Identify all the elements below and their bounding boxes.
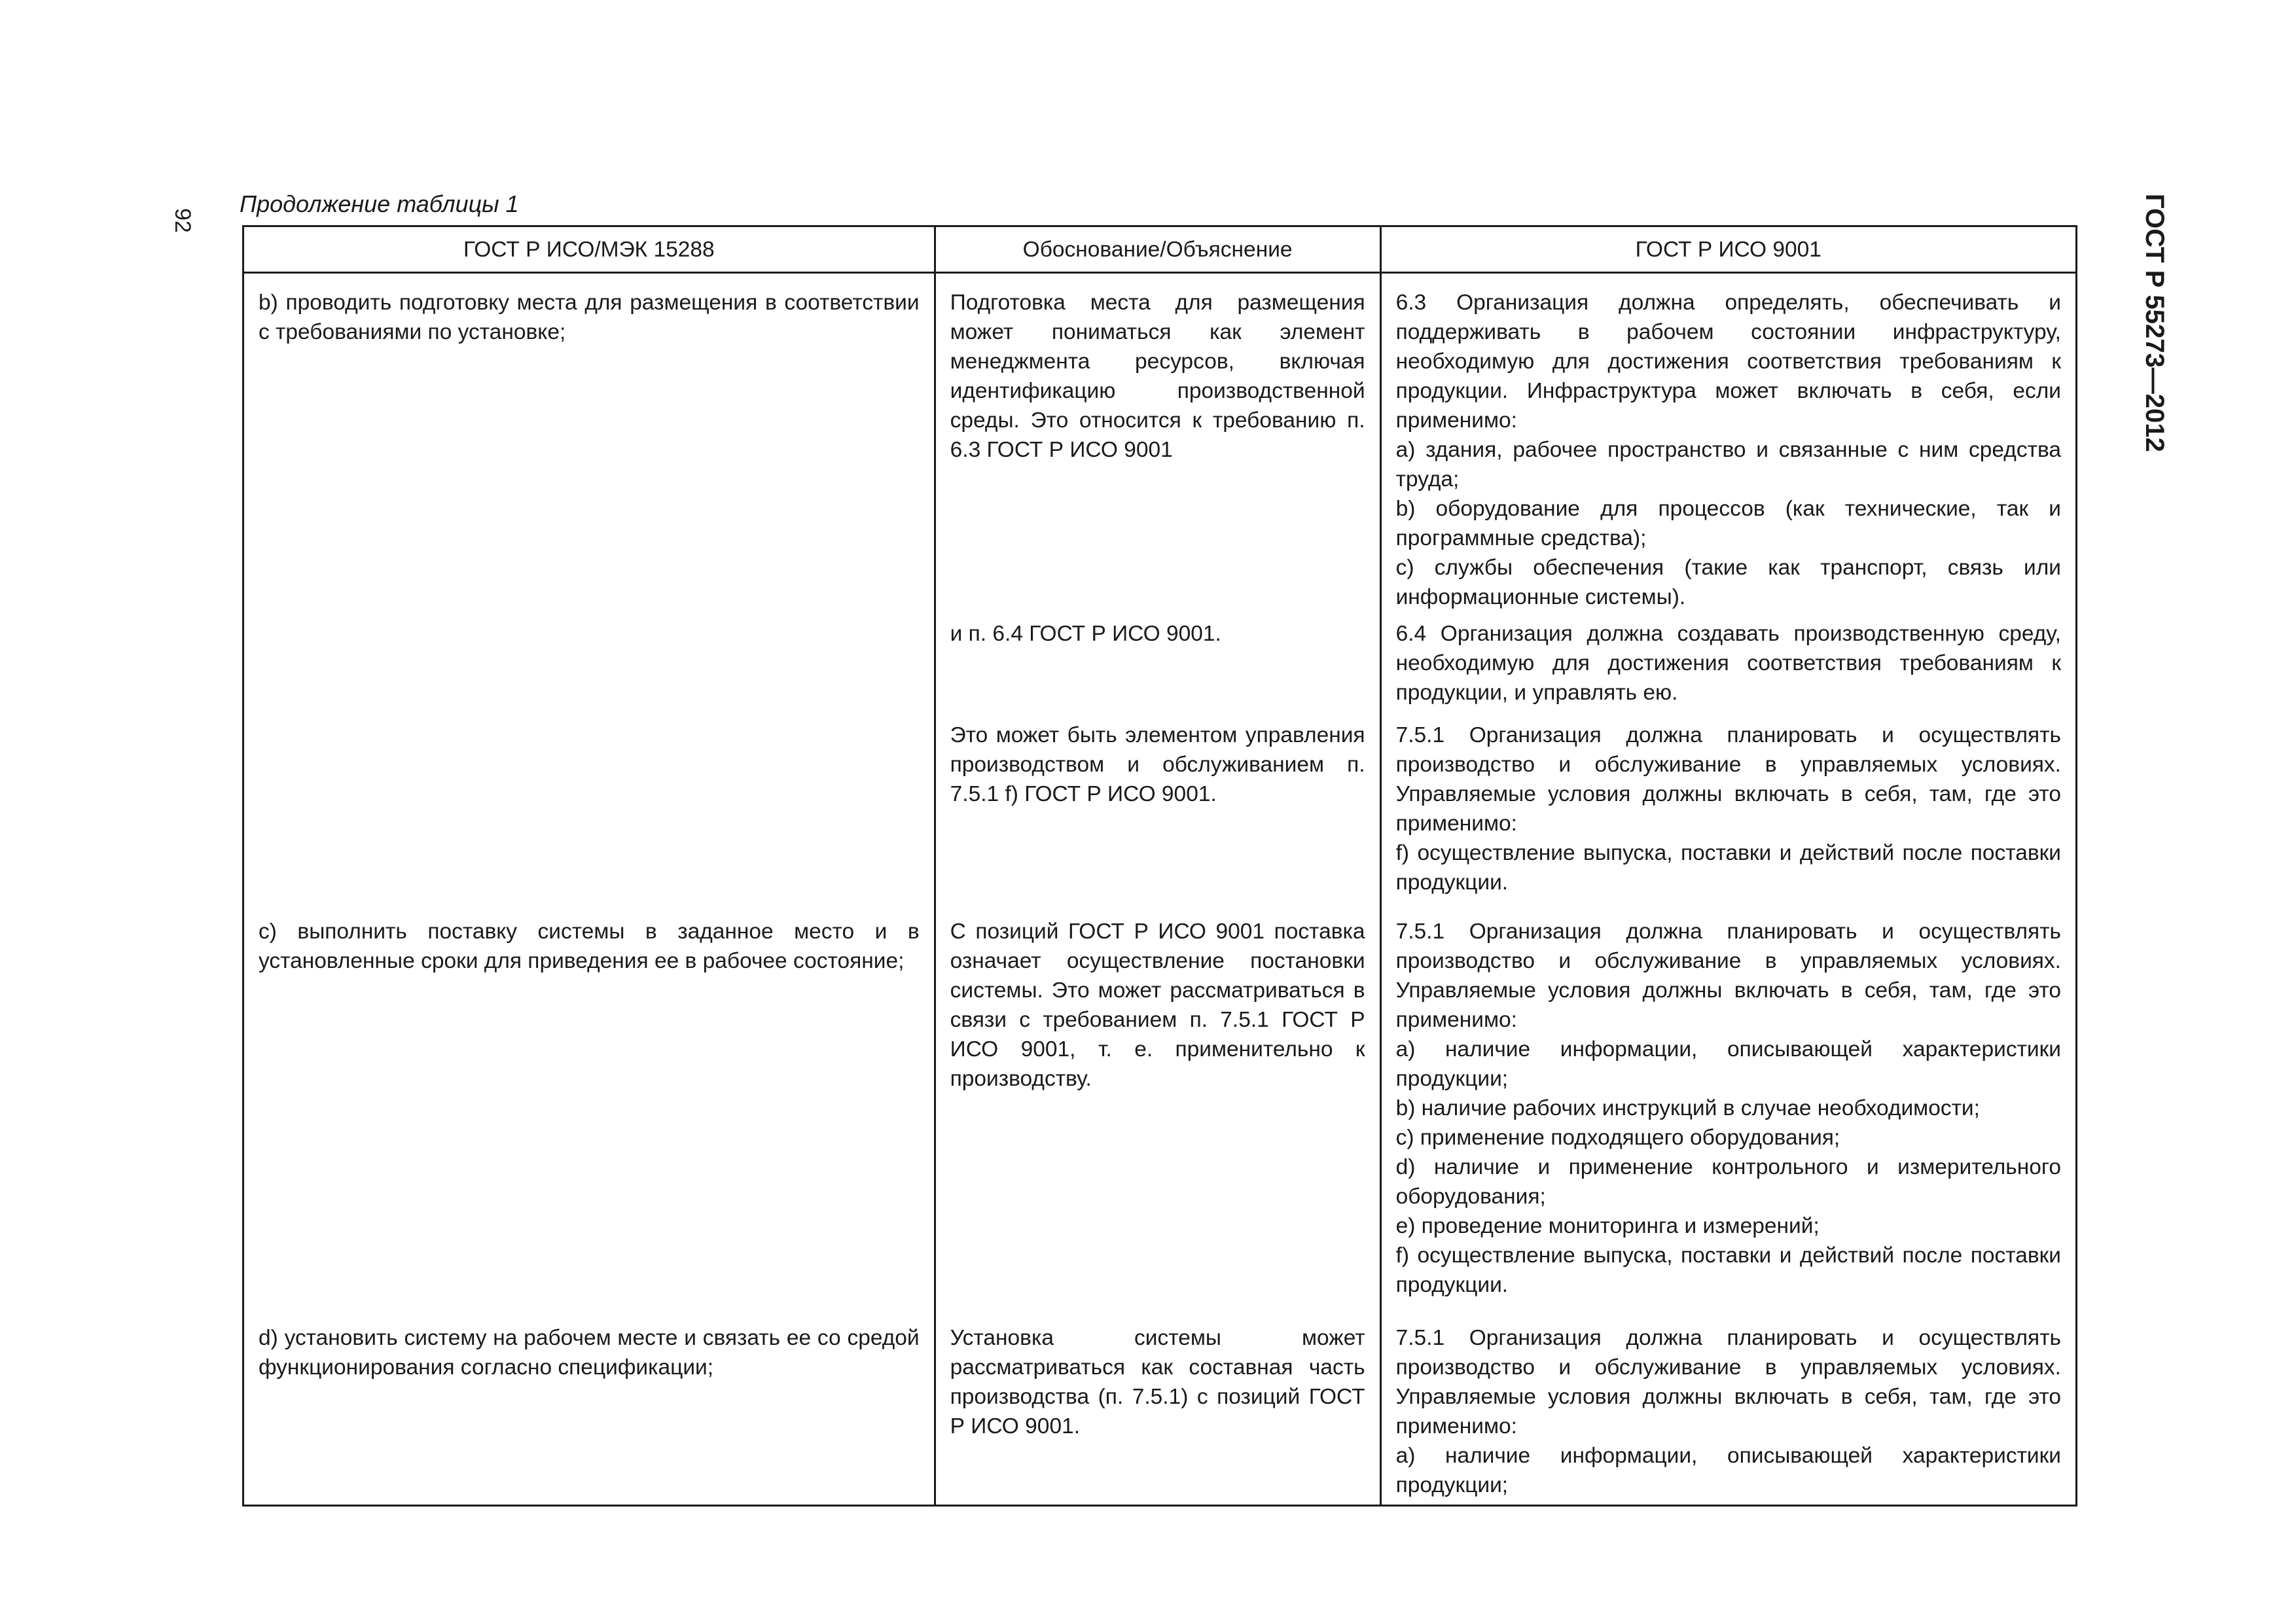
page-number: 92 — [170, 208, 195, 233]
cell-text: С позиций ГОСТ Р ИСО 9001 поставка означает осуществление постановки системы. Это может рассматриваться в связи с требованием п. 7.5.1 ГОСТ Р ИСО 9001, т. е. применительно к производству. — [950, 919, 1365, 1091]
table-continuation-caption: Продолжение таблицы 1 — [240, 190, 519, 217]
cell-text: 7.5.1 Организация должна планировать и осуществлять производство и обслуживание в управляемых условиях. Управляемые условия должны включать в себя, там, где это применимо: a) наличие информации, описывающей характеристики продукции; b) наличие рабочих инструкций в случае необходимости; c) применение подходящего оборудования; d) наличие и применение контрольного и измерительного оборудования; e) проведение мониторинга и измерений; f) осуществление выпуска, поставки и действий после поставки продукции. — [1395, 919, 2061, 1297]
cell-rationale — [935, 613, 1380, 707]
table-row — [243, 273, 2077, 613]
cell-text: 6.3 Организация должна определять, обеспечивать и поддерживать в рабочем состоянии инфраструктуру, необходимую для достижения соответствия требованиям к продукции. Инфраструктура может включать в себя, если применимо: a) здания, рабочее пространство и связанные с ним средства труда; b) оборудование для процессов (как технические, так и программные средства); c) службы обеспечения (такие как транспорт, связь или информационные системы). — [1395, 291, 2061, 609]
cell-iso9001-clause — [1380, 613, 2076, 707]
cell-text: d) установить систему на рабочем месте и связать ее со средой функционирования согласно спецификации; — [259, 1326, 920, 1380]
table-row — [243, 707, 2077, 905]
comparison-table — [242, 225, 2077, 1507]
cell-text: Подготовка места для размещения может пониматься как элемент менеджмента ресурсов, включая идентификацию производственной среды. Это относится к требованию п. 6.3 ГОСТ Р ИСО 9001 — [950, 291, 1365, 462]
cell-iso9001-clause — [1380, 1313, 2076, 1506]
cell-text: и п. 6.4 ГОСТ Р ИСО 9001. — [950, 622, 1221, 646]
cell-text: 7.5.1 Организация должна планировать и осуществлять производство и обслуживание в управляемых условиях. Управляемые условия должны включать в себя, там, где это применимо: a) наличие информации, описывающей характеристики продукции; — [1395, 1326, 2061, 1497]
cell-iso9001-clause — [1380, 707, 2076, 905]
cell-requirement — [243, 1313, 935, 1506]
cell-text: 7.5.1 Организация должна планировать и осуществлять производство и обслуживание в управляемых условиях. Управляемые условия должны включать в себя, там, где это применимо: f) осуществление выпуска, поставки и действий после поставки продукции. — [1395, 723, 2061, 895]
cell-rationale — [935, 1313, 1380, 1506]
table-row — [243, 1313, 2077, 1506]
cell-requirement — [243, 707, 935, 905]
cell-requirement — [243, 613, 935, 707]
table-row — [243, 613, 2077, 707]
cell-text: Это может быть элементом управления производством и обслуживанием п. 7.5.1 f) ГОСТ Р ИСО 9001. — [950, 723, 1365, 806]
cell-rationale — [935, 707, 1380, 905]
header-gost-9001: ГОСТ Р ИСО 9001 — [1380, 226, 2076, 273]
cell-rationale — [935, 273, 1380, 613]
cell-text: Установка системы может рассматриваться как составная часть производства (п. 7.5.1) с позиций ГОСТ Р ИСО 9001. — [950, 1326, 1365, 1438]
header-gost-15288: ГОСТ Р ИСО/МЭК 15288 — [243, 226, 935, 273]
table-header-row — [243, 226, 2077, 273]
cell-requirement — [243, 273, 935, 613]
cell-iso9001-clause — [1380, 905, 2076, 1313]
cell-iso9001-clause — [1380, 273, 2076, 613]
cell-requirement — [243, 905, 935, 1313]
table-row — [243, 905, 2077, 1313]
cell-text: 6.4 Организация должна создавать производственную среду, необходимую для достижения соответствия требованиям к продукции, и управлять ею. — [1395, 622, 2061, 705]
header-rationale: Обоснование/Объяснение — [935, 226, 1380, 273]
cell-text: c) выполнить поставку системы в заданное место и в установленные сроки для приведения ее в рабочее состояние; — [259, 919, 920, 973]
cell-rationale — [935, 905, 1380, 1313]
cell-text: b) проводить подготовку места для размещения в соответствии с требованиями по установке; — [259, 291, 920, 344]
standard-designation: ГОСТ Р 55273—2012 — [2140, 194, 2169, 452]
